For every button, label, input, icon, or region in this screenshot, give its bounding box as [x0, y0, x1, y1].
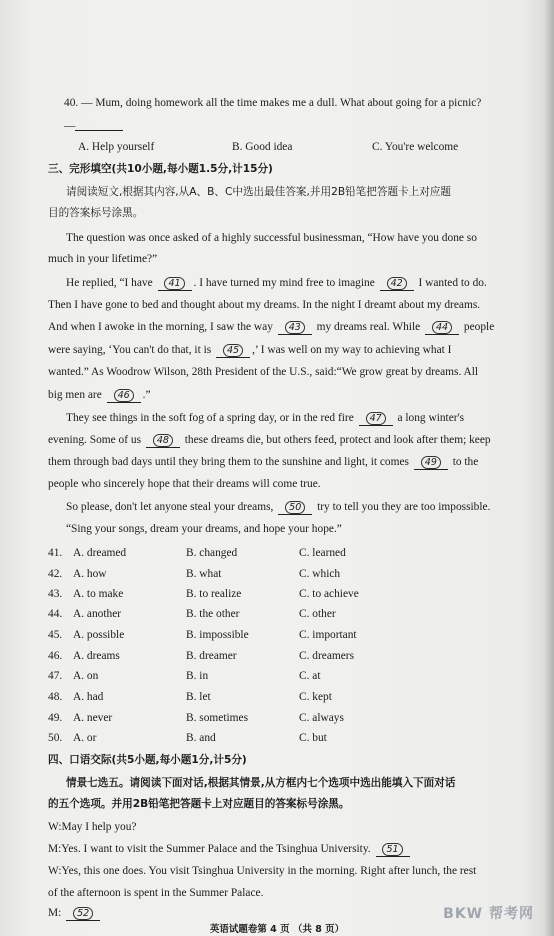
- option-num: 48.: [48, 691, 63, 703]
- q40-option-c: C. You're welcome: [372, 141, 459, 153]
- option-a: A. on: [73, 670, 99, 682]
- option-c: C. kept: [299, 691, 332, 703]
- passage-text: .”: [142, 389, 151, 401]
- passage-line: [48, 455, 478, 470]
- passage-line: [48, 343, 451, 358]
- blank-47: 47: [359, 413, 393, 426]
- option-b: B. in: [186, 670, 209, 682]
- option-a: A. dreams: [73, 650, 120, 662]
- passage-text: my dreams real. While: [316, 321, 421, 333]
- option-c: C. which: [299, 568, 341, 580]
- option-c: C. at: [299, 670, 321, 682]
- blank-42: 42: [380, 278, 414, 291]
- dialogue-text: M:: [48, 907, 62, 919]
- section4-heading: 四、口语交际(共5小题,每小题1分,计5分): [48, 754, 247, 766]
- option-c: C. dreamers: [299, 650, 355, 662]
- option-b: B. changed: [186, 547, 238, 559]
- option-b: B. to realize: [186, 588, 242, 600]
- blank-52: 52: [66, 908, 100, 921]
- option-num: 45.: [48, 629, 63, 641]
- option-num: 46.: [48, 650, 63, 662]
- dialogue-line: of the afternoon is spent in the Summer Palace.: [48, 887, 264, 899]
- passage-text: to the: [452, 456, 479, 468]
- passage-line: [66, 276, 487, 291]
- passage-text: a long winter's: [397, 412, 465, 424]
- passage-text: these dreams die, but others feed, protect and look after them; keep: [184, 434, 491, 446]
- option-num: 43.: [48, 588, 63, 600]
- passage-line: Then I have gone to bed and thought about my dreams. In the night I dreamt about my dreams.: [48, 299, 481, 311]
- passage-line: [66, 500, 490, 515]
- section3-heading: 三、完形填空(共10小题,每小题1.5分,计15分): [48, 163, 273, 175]
- dialogue-text: M:Yes. I want to visit the Summer Palace and the Tsinghua University.: [48, 843, 371, 855]
- watermark: [443, 903, 534, 923]
- passage-line: wanted.” As Woodrow Wilson, 28th President of the U.S., said:“We grow great by dreams. All: [48, 366, 479, 378]
- passage-line: people who sincerely hope that their dreams will come true.: [48, 478, 321, 490]
- option-a: A. to make: [73, 588, 124, 600]
- option-num: 47.: [48, 670, 63, 682]
- section3-instruction-2: 目的答案标号涂黑。: [48, 207, 144, 219]
- option-b: B. what: [186, 568, 222, 580]
- dialogue-line: [48, 906, 102, 921]
- q40-answer-line: [64, 118, 123, 133]
- passage-line: [48, 388, 151, 403]
- dialogue-line: [48, 842, 412, 857]
- q40-option-b: B. Good idea: [232, 141, 293, 153]
- option-c: C. to achieve: [299, 588, 359, 600]
- passage-line: “Sing your songs, dream your dreams, and hope your hope.”: [66, 523, 342, 535]
- dialogue-line: W:May I help you?: [48, 821, 137, 833]
- blank-44: 44: [425, 322, 459, 335]
- option-num: 44.: [48, 608, 63, 620]
- option-num: 42.: [48, 568, 63, 580]
- option-a: A. never: [73, 712, 113, 724]
- passage-text: I wanted to do.: [418, 277, 487, 289]
- passage-line: [48, 433, 491, 448]
- passage-text: people: [463, 321, 495, 333]
- passage-text: them through bad days until they bring them to the sunshine and light, it comes: [48, 456, 409, 468]
- blank-48: 48: [146, 435, 180, 448]
- option-a: A. or: [73, 732, 97, 744]
- q40-answer-blank[interactable]: [75, 118, 123, 131]
- passage-text: They see things in the soft fog of a spring day, or in the red fire: [66, 412, 354, 424]
- page-footer: 英语试题卷第 4 页 （共 8 页）: [209, 924, 345, 935]
- q40-question: 40. — Mum, doing homework all the time makes me a dull. What about going for a picnic?: [64, 97, 482, 109]
- option-num: 41.: [48, 547, 63, 559]
- passage-text: And when I awoke in the morning, I saw the way: [48, 321, 273, 333]
- blank-50: 50: [278, 502, 312, 515]
- blank-46: 46: [107, 390, 141, 403]
- passage-text: try to tell you they are too impossible.: [317, 501, 491, 513]
- option-num: 49.: [48, 712, 63, 724]
- option-c: C. important: [299, 629, 357, 641]
- passage-text: evening. Some of us: [48, 434, 142, 446]
- dialogue-line: W:Yes, this one does. You visit Tsinghua University in the morning. Right after lunch, the rest: [48, 865, 477, 877]
- option-b: B. sometimes: [186, 712, 249, 724]
- option-b: B. let: [186, 691, 211, 703]
- option-c: C. other: [299, 608, 336, 620]
- option-c: C. but: [299, 732, 327, 744]
- option-a: A. another: [73, 608, 122, 620]
- option-b: B. and: [186, 732, 216, 744]
- passage-text: He replied, “I have: [66, 277, 153, 289]
- option-num: 50.: [48, 732, 63, 744]
- option-b: B. impossible: [186, 629, 249, 641]
- blank-51: 51: [376, 844, 410, 857]
- blank-41: 41: [158, 278, 192, 291]
- option-b: B. dreamer: [186, 650, 237, 662]
- passage-text: big men are: [48, 389, 102, 401]
- option-b: B. the other: [186, 608, 240, 620]
- section4-instruction-1: 情景七选五。请阅读下面对话,根据其情景,从方框内七个选项中选出能填入下面对话: [66, 777, 456, 789]
- page-edge-shadow: [544, 0, 554, 936]
- passage-line: [66, 411, 464, 426]
- option-a: A. had: [73, 691, 104, 703]
- section4-instruction-2: 的五个选项。并用2B铅笔把答题卡上对应题目的答案标号涂黑。: [48, 798, 350, 810]
- option-c: C. always: [299, 712, 344, 724]
- blank-45: 45: [216, 345, 250, 358]
- option-c: C. learned: [299, 547, 346, 559]
- option-a: A. how: [73, 568, 107, 580]
- passage-line: The question was once asked of a highly successful businessman, “How have you done so: [66, 232, 477, 244]
- passage-text: ,’ I was well on my way to achieving what I: [252, 344, 452, 356]
- blank-43: 43: [278, 322, 312, 335]
- passage-line: much in your lifetime?”: [48, 253, 158, 265]
- option-a: A. dreamed: [73, 547, 127, 559]
- passage-text: So please, don't let anyone steal your dreams,: [66, 501, 274, 513]
- passage-text: . I have turned my mind free to imagine: [193, 277, 375, 289]
- blank-49: 49: [414, 457, 448, 470]
- passage-line: [48, 320, 494, 335]
- passage-text: were saying, ‘You can't do that, it is: [48, 344, 212, 356]
- section3-instruction-1: 请阅读短文,根据其内容,从A、B、C中选出最佳答案,并用2B铅笔把答题卡上对应题: [66, 186, 452, 198]
- watermark-text: BKW 帮考网: [443, 906, 534, 922]
- q40-option-a: A. Help yourself: [78, 141, 155, 153]
- option-a: A. possible: [73, 629, 125, 641]
- q40-dash: —: [64, 120, 76, 132]
